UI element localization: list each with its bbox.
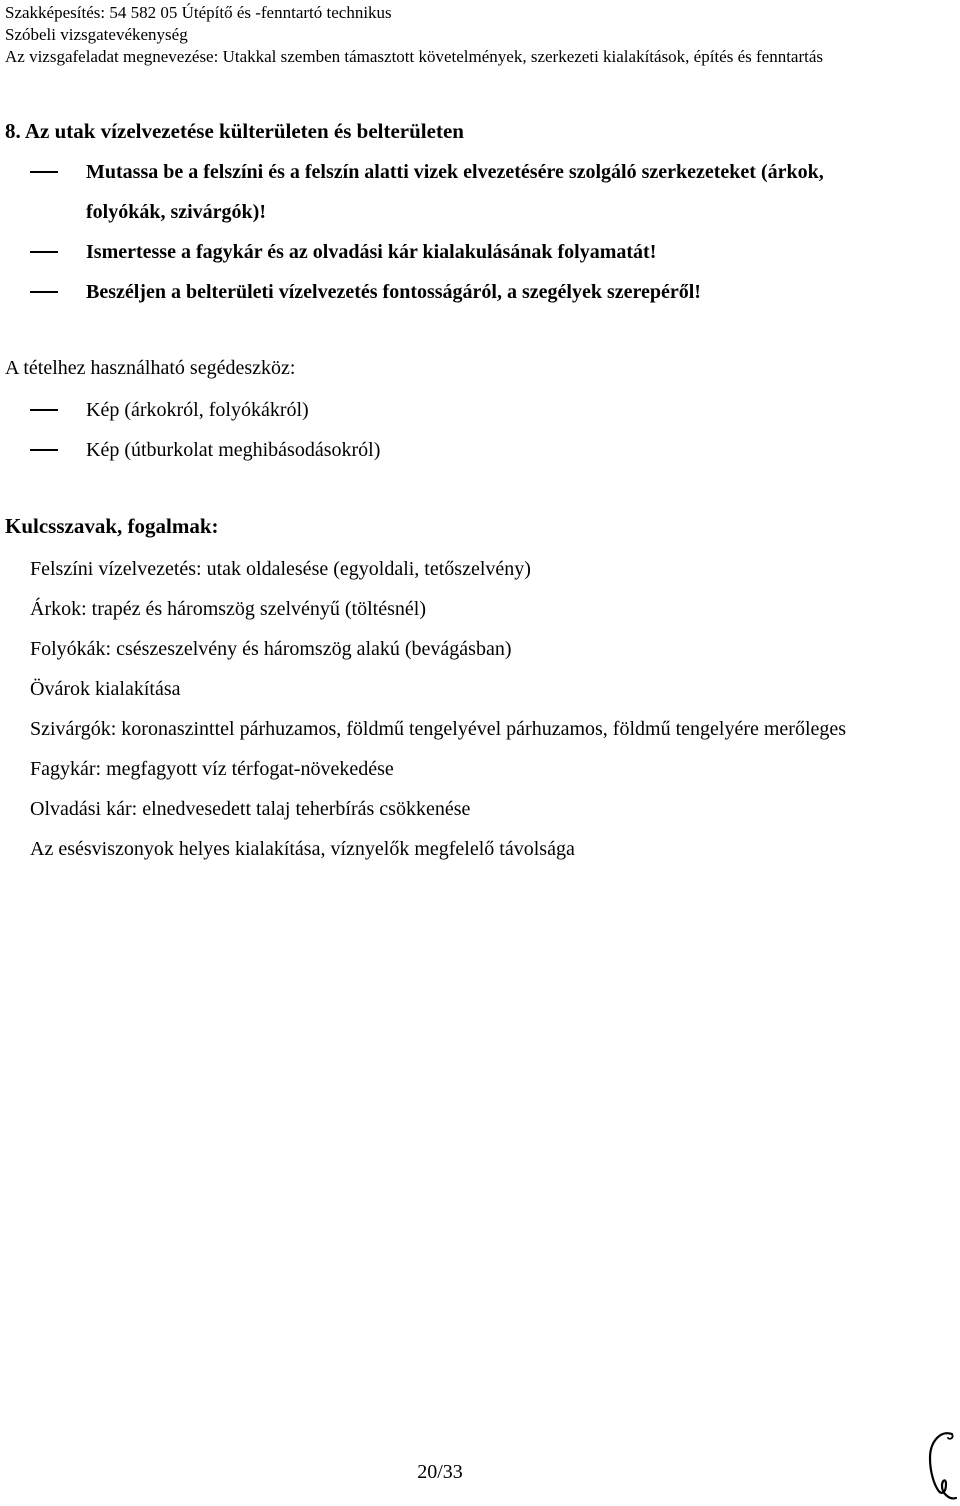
- signature-icon: [922, 1428, 958, 1504]
- keywords-heading: Kulcsszavak, fogalmak:: [5, 514, 219, 538]
- topic-title: 8. Az utak vízelvezetése külterületen és belterületen: [5, 119, 464, 143]
- task-list: [0, 152, 960, 312]
- tool-text: Kép (árkokról, folyókákról): [86, 399, 309, 421]
- task-item: [0, 232, 960, 272]
- header-qualification: Szakképesítés: 54 582 05 Útépítő és -fenntartó technikus: [5, 3, 392, 22]
- keyword-item: Árkok: trapéz és háromszög szelvényű (töltésnél): [30, 598, 426, 620]
- keyword-item: Felszíni vízelvezetés: utak oldalesése (egyoldali, tetőszelvény): [30, 558, 531, 580]
- keyword-item: Olvadási kár: elnedvesedett talaj teherbírás csökkenése: [30, 798, 471, 820]
- keyword-item: Az esésviszonyok helyes kialakítása, víznyelők megfelelő távolsága: [30, 838, 575, 860]
- keywords-list: [30, 549, 900, 869]
- tool-list: [0, 390, 960, 470]
- task-text: Ismertesse a fagykár és az olvadási kár kialakulásának folyamatát!: [86, 241, 657, 263]
- page-number: 20/33: [417, 1461, 463, 1483]
- dash-bullet-icon: [30, 291, 58, 293]
- header-exam-type: Szóbeli vizsgatevékenység: [5, 25, 188, 44]
- keyword-item: Folyókák: csészeszelvény és háromszög alakú (bevágásban): [30, 638, 512, 660]
- keyword-item: Fagykár: megfagyott víz térfogat-növekedése: [30, 758, 394, 780]
- tool-text: Kép (útburkolat meghibásodásokról): [86, 439, 381, 461]
- tool-item: [0, 430, 960, 470]
- tools-heading: A tételhez használható segédeszköz:: [5, 357, 296, 379]
- dash-bullet-icon: [30, 251, 58, 253]
- header-task-name: Az vizsgafeladat megnevezése: Utakkal szemben támasztott követelmények, szerkezeti kialakítások, építés és fenntartás: [5, 47, 824, 66]
- task-text: Beszéljen a belterületi vízelvezetés fontosságáról, a szegélyek szerepéről!: [86, 281, 701, 303]
- task-item: [0, 272, 960, 312]
- keyword-item: Szivárgók: koronaszinttel párhuzamos, földmű tengelyével párhuzamos, földmű tengelyére merőleges: [30, 718, 847, 740]
- tool-item: [0, 390, 960, 430]
- document-header: [5, 2, 955, 68]
- task-item: [0, 152, 960, 232]
- dash-bullet-icon: [30, 409, 58, 411]
- keyword-item: Övárok kialakítása: [30, 678, 181, 700]
- task-text: Mutassa be a felszíni és a felszín alatti vizek elvezetésére szolgáló szerkezeteket (árkok, folyókák, szivárgók)!: [86, 161, 824, 223]
- dash-bullet-icon: [30, 449, 58, 451]
- dash-bullet-icon: [30, 171, 58, 173]
